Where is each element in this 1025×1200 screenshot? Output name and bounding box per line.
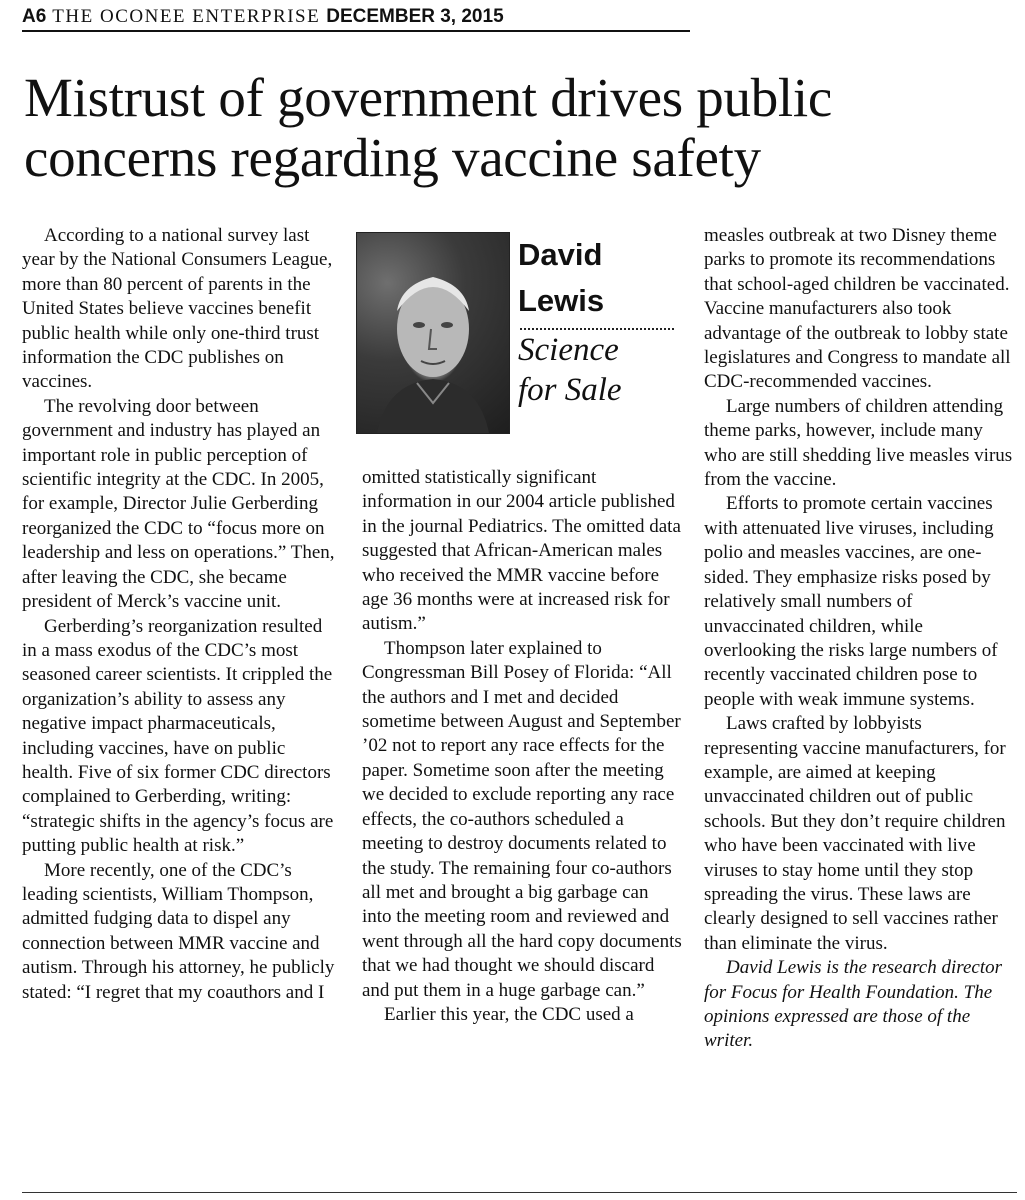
paragraph: omitted statistically significant information in our 2004 article published in the journal Pediatrics. The omitted data suggested that African-American males who received the MMR vaccine before age 36 months were at increased risk for autism.” bbox=[362, 467, 681, 635]
paragraph: measles outbreak at two Disney theme parks to promote its recommendations that school-aged children be vaccinated. Vaccine manufacturers also took advantage of the outbreak to lobby state legislatures and Congress to mandate all CDC-recommended vaccines. bbox=[704, 225, 1011, 393]
author-byline bbox=[356, 232, 686, 434]
article-column-3 bbox=[704, 224, 1016, 1054]
portrait-icon bbox=[357, 233, 509, 433]
issue-date: DECEMBER 3, 2015 bbox=[326, 6, 504, 27]
author-photo-icon bbox=[356, 232, 510, 434]
tagline-text: David Lewis is the research director for Focus for Health Foundation. The opinions expressed are those of the writer. bbox=[704, 957, 1002, 1052]
paragraph: The revolving door between government and industry has played an important role in public perception of scientific integrity at the CDC. In 2005, for example, Director Julie Gerberding reorganized the CDC to “focus more on leadership and less on operations.” Then, after leaving the CDC, she became president of Merck’s vaccine unit. bbox=[22, 395, 335, 613]
paragraph: Gerberding’s reorganization resulted in a mass exodus of the CDC’s most seasoned career scientists. It crippled the organization’s ability to assess any negative impact pharmaceuticals, including vaccines, have on public health. Five of six former CDC directors complained to Gerberding, writing: “strategic shifts in the agency’s focus are putting public health at risk.” bbox=[22, 615, 334, 857]
page-header bbox=[22, 6, 690, 32]
article-column-2 bbox=[362, 466, 682, 1027]
paragraph: Large numbers of children attending theme parks, however, include many who are still shedding live measles virus from the vaccine. bbox=[704, 395, 1013, 491]
author-first-name: David bbox=[518, 237, 603, 272]
paragraph: Thompson later explained to Congressman Bill Posey of Florida: “All the authors and I met and decided sometime between August and September ’02 not to report any race effects for the paper. Sometime soon after the meeting we decided to exclude reporting any race effects, the co-authors scheduled a meeting to destroy documents related to the study. The remaining four co-authors all met and brought a big garbage can into the meeting room and reviewed and went through all the hard copy documents that we had thought we should discard and put them in a huge garbage can.” bbox=[362, 637, 682, 1001]
column-name bbox=[518, 330, 688, 410]
paragraph: According to a national survey last year by the National Consumers League, more than 80 percent of parents in the United States believe vaccines benefit public health while only one-third trust information the CDC publishes on vaccines. bbox=[22, 225, 333, 393]
paragraph: Laws crafted by lobbyists representing vaccine manufacturers, for example, are aimed at keeping unvaccinated children out of public schools. But they don’t require children who have been vaccinated with live viruses to stay home until they stop spreading the virus. These laws are clearly designed to sell vaccines rather than eliminate the virus. bbox=[704, 713, 1006, 954]
publication-name: THE OCONEE ENTERPRISE bbox=[52, 6, 321, 27]
bottom-rule bbox=[22, 1192, 1017, 1193]
article-column-1 bbox=[22, 224, 338, 1005]
author-last-name: Lewis bbox=[518, 283, 605, 318]
paragraph: Efforts to promote certain vaccines with attenuated live viruses, including polio and measles vaccines, are one-sided. They emphasize risks posed by relatively small numbers of unvaccinated children, while overlooking the risks large numbers of recently vaccinated children pose to people with weak immune systems. bbox=[704, 493, 998, 710]
headline-line-2: concerns regarding vaccine safety bbox=[24, 127, 761, 188]
column-name-line-2: for Sale bbox=[518, 372, 622, 408]
author-tagline bbox=[704, 956, 1016, 1054]
column-name-line-1: Science bbox=[518, 332, 619, 368]
headline-line-1: Mistrust of government drives public bbox=[24, 67, 832, 128]
page-number: A6 bbox=[22, 6, 47, 27]
paragraph: More recently, one of the CDC’s leading scientists, William Thompson, admitted fudging data to dispel any connection between MMR vaccine and autism. Through his attorney, he publicly stated: “I regret that my coauthors and I bbox=[22, 859, 335, 1003]
headline bbox=[24, 68, 1014, 188]
paragraph: Earlier this year, the CDC used a bbox=[384, 1003, 634, 1025]
